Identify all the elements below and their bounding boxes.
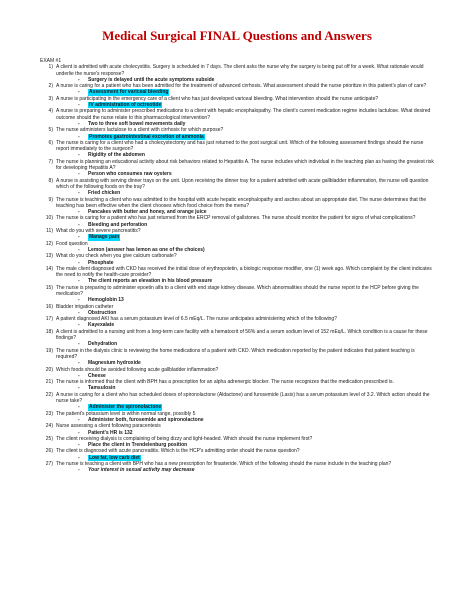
- question-item: [40, 178, 434, 191]
- bullet-dash: -: [78, 120, 80, 127]
- question-text: Food question: [56, 240, 88, 247]
- bullet-dash: -: [78, 190, 80, 197]
- bullet-dash: -: [78, 404, 80, 411]
- answer-text: Surgery is delayed until the acute symptoms subside: [88, 76, 215, 83]
- question-item: [40, 285, 434, 298]
- bullet-dash: -: [78, 278, 80, 285]
- question-item: [40, 329, 434, 342]
- question-text: The nurse is planning an educational activity about risk behaviors related to Hepatitis A. The nurse includes which individual in the teaching plan as having the greatest risk for developing Hepatitis A?: [56, 158, 434, 172]
- question-number: 4): [48, 108, 53, 115]
- question-text: A nurse is caring for a patient who has been admitted for the treatment of advanced cirrhosis. What assessment should the nurse prioritize in this patient's plan of care?: [56, 83, 427, 90]
- question-number: 21): [45, 379, 53, 386]
- bullet-dash: -: [78, 442, 80, 449]
- question-item: [40, 392, 434, 405]
- question-number: 18): [45, 328, 53, 335]
- question-number: 12): [45, 240, 53, 247]
- answer-text: Cheese: [88, 372, 106, 379]
- answer-text: Low fat, low carb diet: [89, 454, 140, 461]
- answer-text: Magnesium hydroxide: [88, 360, 141, 367]
- question-text: The nurse is informed that the client with BPH has a prescription for an alpha adrenergic blocker. The nurse recognizes that the medication prescribed is.: [56, 379, 394, 386]
- question-number: 17): [45, 316, 53, 323]
- answer-text: Manage pain: [89, 234, 120, 241]
- answer-text: The client reports an elevation in his blood pressure: [88, 278, 213, 285]
- answer-text: Patient's HR is 132: [88, 429, 133, 436]
- bullet-dash: -: [78, 385, 80, 392]
- bullet-dash: -: [78, 76, 80, 83]
- answer-text: Phosphate: [88, 259, 114, 266]
- answer-text: Tamsulosin: [88, 385, 116, 392]
- question-text: The nurse is caring for a client who had a cholecystectomy and has just returned to the post surgical unit. Which of the following assessment findings should the nurse report immediately to the surgeon?: [56, 139, 424, 153]
- question-text: A nurse is assisting with serving dinner trays on the unit. Upon receiving the dinner tray for a patient admitted with acute gallbladder inflammation, the nurse will question which of the following foods on the tray?: [56, 177, 429, 190]
- answer-text: IV administration of octreotide: [89, 102, 162, 109]
- question-text: The client receiving dialysis is complaining of being dizzy and light-headed. Which should the nurse implement first?: [56, 435, 313, 442]
- question-number: 14): [45, 265, 53, 272]
- answer-text: Promotes gastrointestinal excretion of ammonia: [89, 133, 204, 140]
- page-title: Medical Surgical FINAL Questions and Answers: [102, 28, 372, 43]
- answer-text: Two to three soft bowel movements daily: [88, 120, 186, 127]
- bullet-dash: -: [78, 454, 80, 461]
- bullet-dash: -: [78, 467, 80, 474]
- question-number: 25): [45, 435, 53, 442]
- question-number: 22): [45, 391, 53, 398]
- question-text: Nurse assessing a client following paracentesis: [56, 423, 161, 430]
- question-text: The patient's potassium level is within normal range, possibly 5: [56, 410, 196, 417]
- answer-text: Obstruction: [88, 309, 117, 316]
- question-text: The nurse is preparing to administer epoetin alfa to a client with end stage kidney disease. Which abnormalities should the nurse report to the HCP before giving the medication?: [56, 284, 419, 297]
- question-text: A client is admitted to a nursing unit from a long-term care facility with a hematocrit of 56% and a serum sodium level of 152 mEq/L. Which condition is a cause for these findings?: [56, 328, 428, 342]
- question-text: The nurse is teaching a client who was admitted to the hospital with acute hepatic encephalopathy and ascites about an appropriate diet. The nurse determines that the teaching has been effective when the client chooses which food choice from the menu?: [56, 196, 427, 209]
- question-number: 2): [48, 83, 53, 90]
- question-text: A nurse is preparing to administer prescribed medications to a client with hepatic encephalopathy. The client's current medication regime includes lactulose. What desired outcome should the nurse relate to this pharmacological intervention?: [56, 108, 431, 121]
- question-text: What do you with severe pancreatitis?: [56, 228, 141, 235]
- question-item: [40, 159, 434, 172]
- question-number: 15): [45, 284, 53, 291]
- question-text: The nurse in the dialysis clinic is reviewing the home medications of a patient with CKD. Which medication reported by the patient indicates that patient teaching is required?: [56, 347, 415, 360]
- bullet-dash: -: [78, 234, 80, 241]
- answer-text: Administer the spironolactone: [89, 404, 162, 411]
- answer-text: Fried chicken: [88, 190, 121, 197]
- bullet-dash: -: [78, 309, 80, 316]
- question-number: 3): [48, 95, 53, 102]
- bullet-dash: -: [78, 209, 80, 216]
- bullet-dash: -: [78, 372, 80, 379]
- bullet-dash: -: [78, 246, 80, 253]
- exam-label: EXAM #1: [40, 58, 62, 64]
- bullet-dash: -: [78, 221, 80, 228]
- answer-text: Administer both, furosemide and spironolactone: [88, 416, 204, 423]
- answer-text: Lemon (answer has lemon as one of the choices): [88, 246, 205, 253]
- bullet-dash: -: [78, 360, 80, 367]
- question-text: Which foods should be avoided following acute gallbladder inflammation?: [56, 366, 219, 373]
- bullet-dash: -: [78, 89, 80, 96]
- question-item: [40, 197, 434, 210]
- question-number: 7): [48, 158, 53, 165]
- question-item: [40, 348, 434, 361]
- question-number: 27): [45, 461, 53, 467]
- answer-text: Hemoglobin 13: [88, 297, 124, 304]
- question-text: What do you check when you give calcium carbonate?: [56, 253, 177, 260]
- question-item: [40, 266, 434, 279]
- bullet-dash: -: [78, 322, 80, 329]
- question-number: 10): [45, 215, 53, 222]
- question-number: 13): [45, 253, 53, 260]
- question-number: 19): [45, 347, 53, 354]
- bullet-dash: -: [78, 416, 80, 423]
- question-item: [40, 64, 434, 77]
- question-number: 20): [45, 366, 53, 373]
- question-text: A nurse is participating in the emergency care of a client who has just developed variceal bleeding. What intervention should the nurse anticipate?: [56, 95, 379, 102]
- question-number: 11): [46, 228, 53, 235]
- question-number: 9): [48, 196, 53, 203]
- question-text: The client is diagnosed with acute pancreatitis. Which is the HCP's admitting order should the nurse question?: [56, 448, 300, 455]
- answer-text: Your interest in sexual activity may decrease: [88, 467, 195, 474]
- question-text: The nurse administers lactulose to a client with cirrhosis for which purpose?: [56, 127, 224, 134]
- question-text: The nurse is caring for a patient who has just returned from the ERCP removal of gallstones. The nurse should monitor the patient for signs of what complications?: [56, 215, 416, 222]
- answer-text: Rigidity of the abdomen: [88, 152, 145, 159]
- bullet-dash: -: [78, 133, 80, 140]
- question-item: [40, 140, 434, 153]
- bullet-dash: -: [78, 297, 80, 304]
- answer-text: Person who consumes raw oysters: [88, 171, 172, 178]
- bullet-dash: -: [78, 102, 80, 109]
- answer-text: Assessment for variceal bleeding: [89, 89, 169, 96]
- answer-text: Dehydration: [88, 341, 118, 348]
- question-text: Bladder irrigation catheter: [56, 303, 114, 310]
- answer-text: Bleeding and perforation: [88, 221, 148, 228]
- question-item: [40, 108, 434, 121]
- bullet-dash: -: [78, 259, 80, 266]
- bullet-dash: -: [78, 171, 80, 178]
- question-number: 16): [45, 303, 53, 310]
- question-number: 8): [48, 177, 53, 184]
- answer-text: Place the client in Trendelenburg position: [88, 442, 188, 449]
- bullet-dash: -: [78, 152, 80, 159]
- question-text: A nurse is caring for a client who has scheduled doses of spironolactone (Aldactone) and furosemide (Lasix) has a serum potassium level of 3.2. Which action should the nurse take?: [56, 391, 430, 405]
- question-number: 24): [45, 423, 53, 430]
- answer-item: [40, 467, 434, 473]
- bullet-dash: -: [78, 429, 80, 436]
- question-number: 5): [48, 127, 53, 134]
- question-text: The nurse is teaching a client with BPH who has a new prescription for finasteride. Which of the following should the nurse include in the teaching plan?: [56, 461, 392, 467]
- question-number: 26): [45, 448, 53, 455]
- question-number: 23): [45, 410, 53, 417]
- answer-text: Pancakes with butter and honey, and orange juice: [88, 209, 207, 216]
- question-number: 1): [48, 64, 53, 71]
- question-text: A client is admitted with acute cholecystitis. Surgery is scheduled in 7 days. The client asks the nurse why the surgery is being put off for a week. What rationale would underlie the nurse's response?: [56, 64, 424, 77]
- question-text: The male client diagnosed with CKD has received the initial dose of erythropoietin, a biologic response modifier, one (1) week ago. Which complaint by the client indicates the need to notify the health-care provider?: [56, 265, 432, 279]
- bullet-dash: -: [78, 341, 80, 348]
- question-list: [40, 64, 434, 473]
- answer-text: Kayexalate: [88, 322, 115, 329]
- question-text: A patient diagnosed AKI has a serum potassium level of 6.5 mEq/L. The nurse anticipates administering which of the following?: [56, 316, 337, 323]
- question-number: 6): [48, 139, 53, 146]
